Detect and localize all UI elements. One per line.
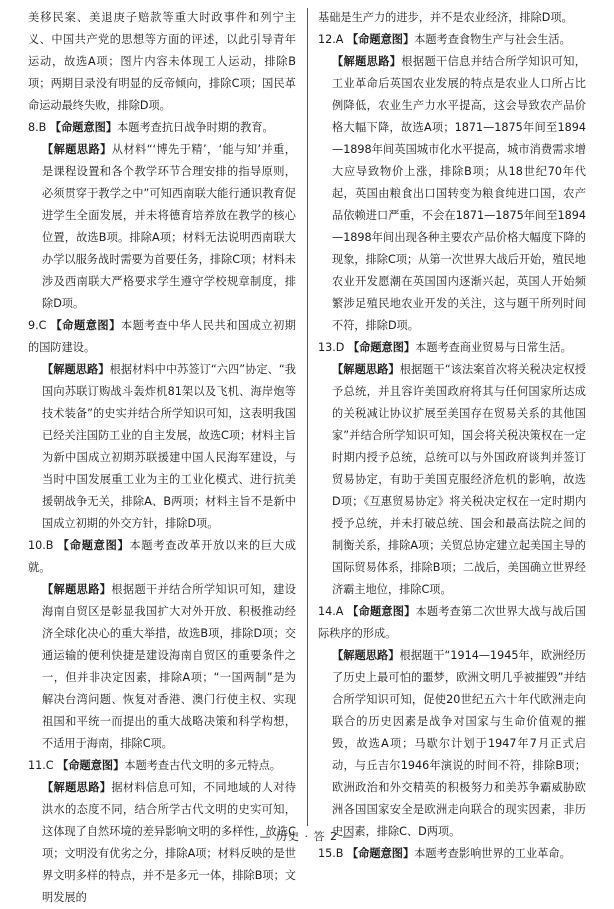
solution-paragraph xyxy=(28,139,296,315)
solution-paragraph xyxy=(318,645,586,843)
intent-tag: 【命题意图】 xyxy=(347,605,416,618)
question-header xyxy=(28,535,296,579)
intent-tag: 【命题意图】 xyxy=(49,121,118,134)
question-number: 10.B xyxy=(28,539,54,552)
intent-tag: 【命题意图】 xyxy=(347,847,415,860)
solution-tag: 【解题思路】 xyxy=(42,781,112,794)
intent-text: 本题考查第二次世界大战与战后国际秩序的形成。 xyxy=(318,605,586,640)
intent-text: 本题考查食物生产与社会生活。 xyxy=(414,33,571,46)
solution-text: 据材料信息可知，不同地域的人对待洪水的态度不同，结合所学古代文明的史实可知，这体现了自然环境的差异影响文明的多样性，故选C项；文明没有优劣之分，排除A项；材料反映的是世界文明多样的特点，并不是多元一体，排除B项；文明发展的 xyxy=(42,781,296,904)
left-column xyxy=(28,7,296,909)
question-number: 9.C xyxy=(28,319,47,332)
intent-text: 本题考查古代文明的多元特点。 xyxy=(124,759,281,772)
question-header xyxy=(28,755,296,777)
page-footer: — 历史 · 答 2 — xyxy=(259,830,355,843)
question-number: 11.C xyxy=(28,759,54,772)
solution-text: 根据题干“1914—1945年，欧洲经历了历史上最可怕的噩梦，欧洲文明几乎被摧毁”并结合所学知识可知，促使20世纪五六十年代欧洲走向联合的历史因素是战争对国家与生命价值观的摧毁，故选A项；马歇尔计划于1947年7月正式启动，与丘吉尔1946年演说的时间不符，排除B项；欧洲政治和外交精英的积极努力和美苏争霸威胁欧洲各国国家安全是欧洲走向联合的现实因素，非历史因素，排除C、D两项。 xyxy=(332,649,586,838)
column-divider xyxy=(307,8,308,826)
question-number: 14.A xyxy=(318,605,344,618)
solution-text: 根据题干并结合所学知识可知，建设海南自贸区是彰显我国扩大对外开放、积极推动经济全球化决心的重大举措，故选B项，排除D项；交通运输的便利快捷是建设海南自贸区的重要条件之一，但并非决定因素，排除A项；“一国两制”是为解决台湾问题、恢复对香港、澳门行使主权、实现祖国和平统一而提出的重大战略决策和科学构想，不适用于海南，排除C项。 xyxy=(42,583,296,750)
intent-tag: 【命题意图】 xyxy=(347,341,416,354)
intent-text: 本题考查中华人民共和国成立初期的国防建设。 xyxy=(28,319,296,354)
question-header xyxy=(28,315,296,359)
intent-tag: 【命题意图】 xyxy=(50,319,121,332)
paragraph-text: 基础是生产力的进步，并不是农业经济，排除D项。 xyxy=(318,11,573,24)
solution-text: 根据材料中中苏签订“六四”协定、“我国向苏联订购战斗轰炸机81架以及飞机、海岸炮等技术装备”的史实并结合所学知识可知，这表明我国已经关注国防工业的自主发展，故选C项；材料主旨为新中国成立初期苏联援建中国人民海军建设，与当时中国发展重工业为主的工业化模式、进行抗美援朝战争无关，排除A、B两项；材料主旨不是新中国成立初期的外交方针，排除D项。 xyxy=(42,363,296,530)
paragraph-continued xyxy=(28,7,296,117)
solution-paragraph xyxy=(318,359,586,601)
question-number: 12.A xyxy=(318,33,344,46)
solution-paragraph xyxy=(28,579,296,755)
solution-text: 根据题干“该法案首次将关税决定权授予总统，并且容许美国政府将其与任何国家所达成的关税减让协议扩展至美国存在贸易关系的其他国家”并结合所学知识可知，国会将关税决策权在一定时期内授予总统，总统可以与外国政府谈判并签订贸易协定，有助于美国克服经济危机的影响，故选D项；《互惠贸易协定》将关税决定权在一定时期内授予总统，并未打破总统、国会和最高法院之间的制衡关系，排除A项；关贸总协定建立起美国主导的国际贸易体系，排除B项；二战后，美国确立世界经济霸主地位，排除C项。 xyxy=(332,363,586,596)
solution-tag: 【解题思路】 xyxy=(42,143,112,156)
solution-tag: 【解题思路】 xyxy=(332,649,400,662)
solution-text: 根据题干信息并结合所学知识可知，工业革命后英国农业发展的特点是农业人口所占比例降低，农业生产力水平提高，这会导致农产品价格大幅下降，故选A项；1871—1875年间至1894—1898年间英国城市化水平提高，城市消费需求增大应导致物价上涨，排除B项；从18世纪70年代起，英国由粮食出口国转变为粮食纯进口国，农产品依赖进口严重，不会在1871—1875年间至1894—1898年间出现各种主要农产品价格大幅度下降的现象，排除C项；从第一次世界大战后开始，殖民地农业开发愿潮在英国国内逐渐兴起，英国人开始频繁涉足殖民地农业开发的关注，这与题干所列时间不符，排除D项。 xyxy=(332,55,586,332)
question-number: 15.B xyxy=(318,847,344,860)
right-column xyxy=(318,7,586,865)
paragraph-continued xyxy=(318,7,586,29)
solution-tag: 【解题思路】 xyxy=(42,363,110,376)
intent-text: 本题考查影响世界的工业革命。 xyxy=(414,847,571,860)
question-header xyxy=(318,29,586,51)
intent-tag: 【命题意图】 xyxy=(347,33,415,46)
intent-text: 本题考查商业贸易与日常生活。 xyxy=(415,341,572,354)
solution-tag: 【解题思路】 xyxy=(42,583,112,596)
paragraph-text: 美移民案、美退庚子赔款等重大时政事件和列宁主义、中国共产党的思想等方面的评述，以此引导青年运动，故选A项；图片内容未体现工人运动，排除B项；两期目录没有明显的反帝倾向，排除C项；国民革命运动最终失败，排除D项。 xyxy=(28,11,296,112)
intent-tag: 【命题意图】 xyxy=(57,759,125,772)
solution-paragraph xyxy=(28,359,296,535)
question-header xyxy=(318,843,586,865)
solution-paragraph xyxy=(318,51,586,337)
solution-text: 从材料“‘博先于精’，‘能与知’并重，是课程设置和各个教学环节合理安排的指导原则，必须贯穿于教学之中”可知西南联大能行通识教育促进学生全面发展，并未将德育培养放在教学的核心位置，故选B项。排除A项；材料无法说明西南联大办学以服务战时需要为首要任务，排除C项；材料未涉及西南联大严格要求学生遵守学校规章制度，排除D项。 xyxy=(42,143,296,310)
question-number: 8.B xyxy=(28,121,47,134)
intent-text: 本题考查抗日战争时期的教育。 xyxy=(117,121,274,134)
question-header xyxy=(318,337,586,359)
question-header xyxy=(28,117,296,139)
solution-tag: 【解题思路】 xyxy=(332,55,402,68)
intent-tag: 【命题意图】 xyxy=(57,539,130,552)
question-header xyxy=(318,601,586,645)
question-number: 13.D xyxy=(318,341,345,354)
solution-tag: 【解题思路】 xyxy=(332,363,400,376)
intent-text: 本题考查改革开放以来的巨大成就。 xyxy=(28,539,296,574)
